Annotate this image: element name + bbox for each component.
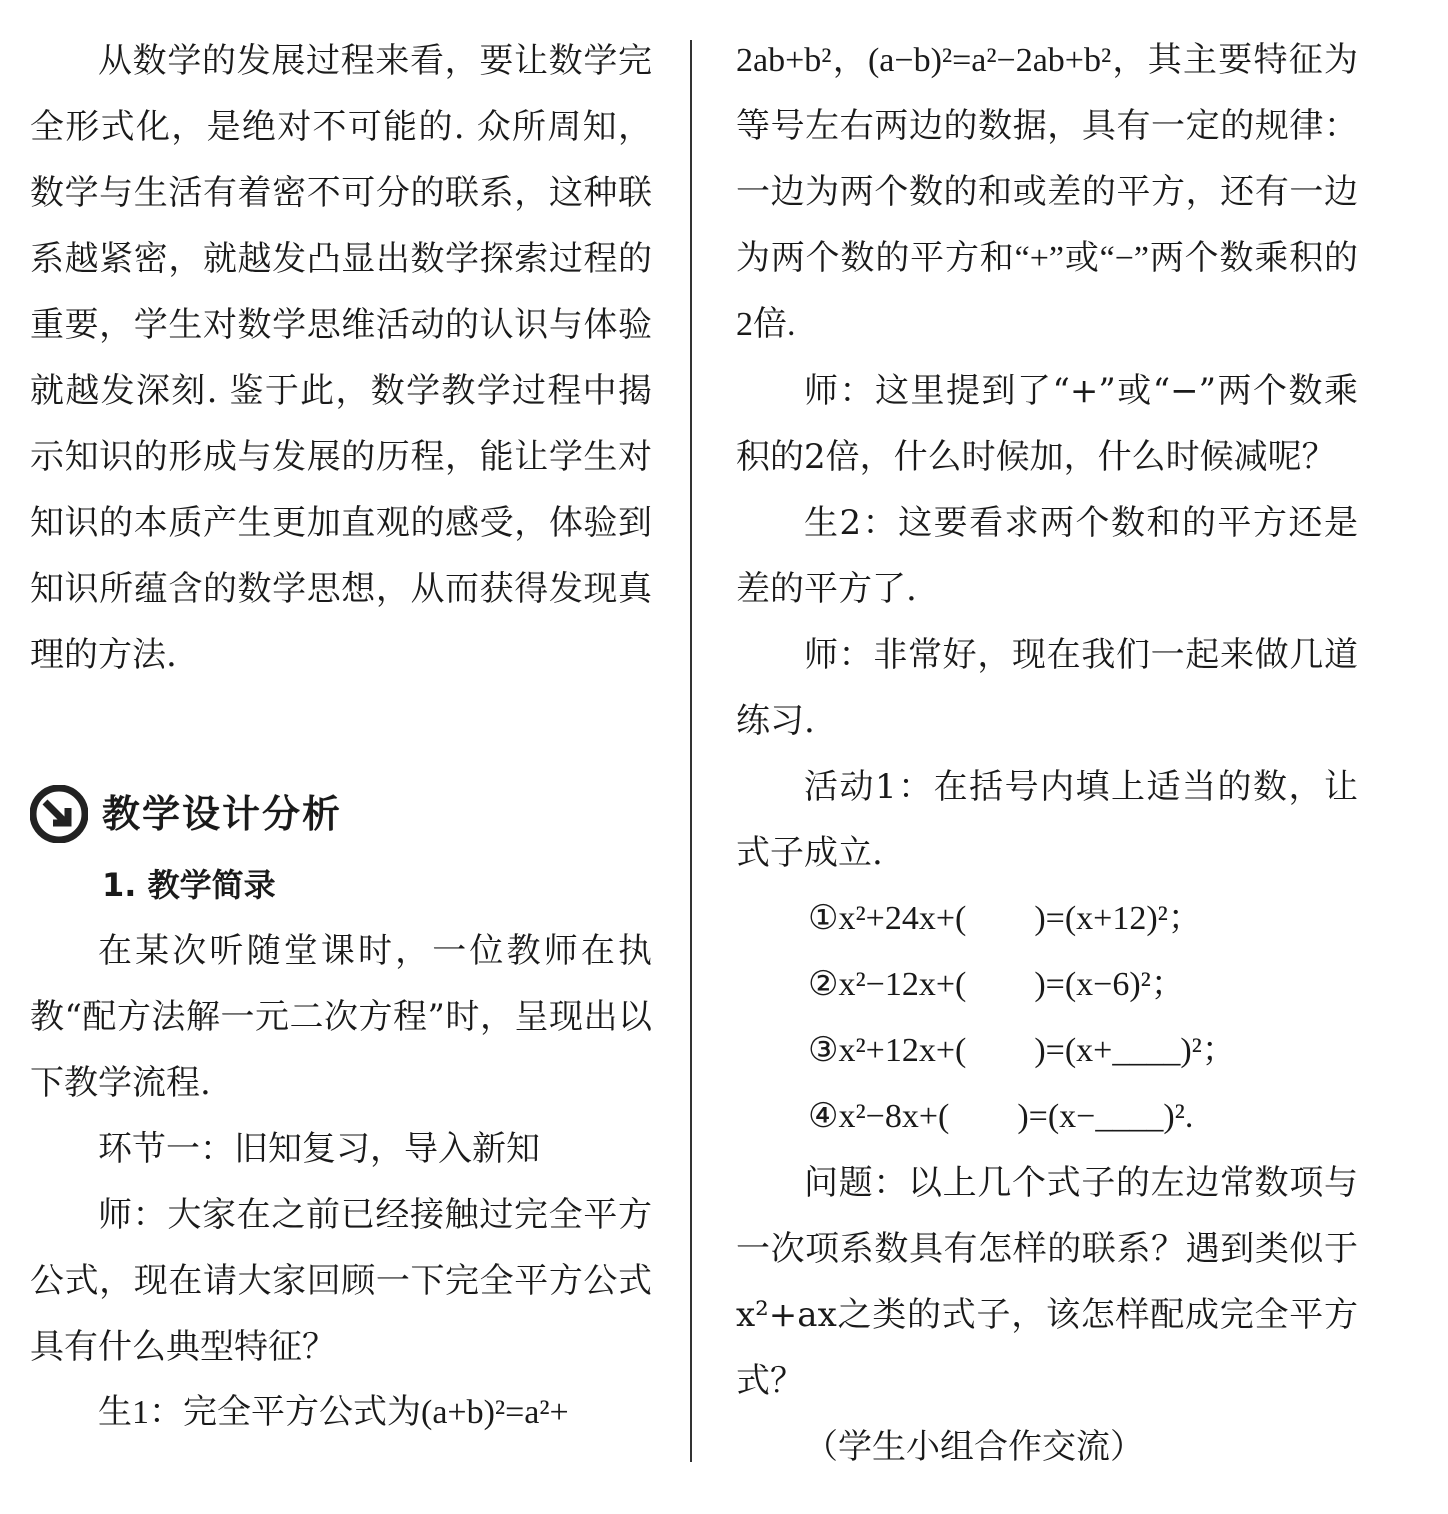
paragraph: 生2：这要看求两个数和的平方还是差的平方了. (736, 503, 1358, 609)
exercise-item: ②x²−12x+( )=(x−6)²； (808, 966, 1185, 1003)
exercise-item: ④x²−8x+( )=(x−____)². (808, 1098, 1194, 1135)
paragraph: 环节一：旧知复习，导入新知 (98, 1129, 540, 1169)
column-divider (690, 40, 692, 1462)
exercise-item: ①x²+24x+( )=(x+12)²； (808, 900, 1202, 937)
paragraph: （学生小组合作交流） (804, 1427, 1144, 1467)
subsection-title: 1. 教学简录 (102, 866, 276, 904)
right-column (736, 28, 1358, 1480)
left-column (30, 28, 652, 1446)
exercise-item: ③x²+12x+( )=(x+____)²； (808, 1032, 1236, 1069)
intro-paragraph: 从数学的发展过程来看，要让数学完全形式化，是绝对不可能的. 众所周知，数学与生活有着密不可分的联系，这种联系越紧密，就越发凸显出数学探索过程的重要，学生对数学思维活动的认识与体验就越发深刻. 鉴于此，数学教学过程中揭示知识的形成与发展的历程，能让学生对知识的本质产生更加直观的感受，体验到知识所蕴含的数学思想，从而获得发现真理的方法. (30, 41, 652, 675)
paragraph: 2ab+b²，(a−b)²=a²−2ab+b²，其主要特征为等号左右两边的数据，具有一定的规律：一边为两个数的和或差的平方，还有一边为两个数的平方和“+”或“−”两个数乘积的2倍. (736, 42, 1358, 343)
paragraph: 活动1：在括号内填上适当的数，让式子成立. (736, 767, 1358, 873)
paragraph: 师：这里提到了“+”或“−”两个数乘积的2倍，什么时候加，什么时候减呢？ (736, 371, 1358, 477)
section-heading (30, 776, 652, 852)
paragraph: 师：非常好，现在我们一起来做几道练习. (736, 635, 1358, 741)
arrow-circle-icon (30, 785, 88, 843)
paragraph: 问题：以上几个式子的左边常数项与一次项系数具有怎样的联系？遇到类似于x²+ax之类的式子，该怎样配成完全平方式？ (736, 1163, 1358, 1401)
paragraph: 生1：完全平方公式为(a+b)²=a²+ (98, 1394, 569, 1431)
paragraph: 在某次听随堂课时，一位教师在执教“配方法解一元二次方程”时，呈现出以下教学流程. (30, 931, 652, 1103)
paragraph: 师：大家在之前已经接触过完全平方公式，现在请大家回顾一下完全平方公式具有什么典型特征？ (30, 1195, 652, 1367)
section-title: 教学设计分析 (102, 792, 343, 836)
